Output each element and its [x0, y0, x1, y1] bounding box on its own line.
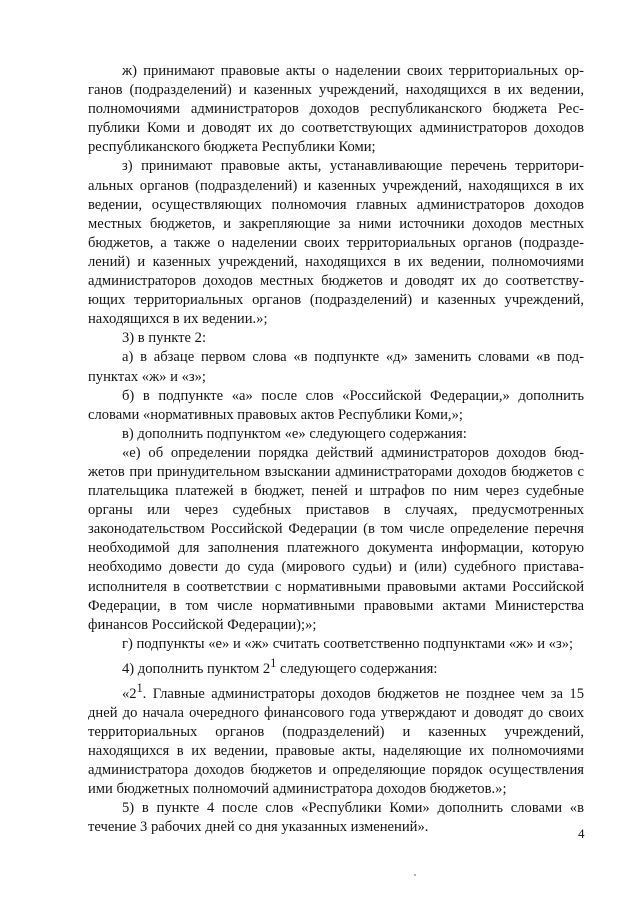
scan-speck	[414, 874, 416, 876]
paragraph-item-5: 5) в пункте 4 после слов «Республики Коми» дополнить словами «в течение 3 рабочих дней со дня указанных изменений».	[88, 800, 584, 836]
superscript-1: 1	[270, 655, 277, 670]
paragraph-item-3g: г) подпункты «е» и «ж» считать соответственно подпунктами «ж» и «з»;	[122, 635, 574, 652]
paragraph-subitem-zh: ж) принимают правовые акты о наделении своих территориальных органов (подразделений) и казенных учреждений, находящихся в их ведении, полномочиями администраторов доходов республиканского бюджета Республики Коми и доводят их до соответствующих администраторов доходов республиканского бюджета Республики Коми;	[88, 63, 584, 156]
paragraph-point-2-1-lead: «2	[122, 685, 137, 702]
paragraph-subitem-e: «е) об определении порядка действий администраторов доходов бюджетов при принудительном взыскании администраторами доходов бюджетов с плательщика платежей в бюджет, пеней и штрафов по ним через судебные органы или через судебных приставов в случаях, предусмотренных законодательством Российской Федерации (в том числе определение перечня необходимой для заполнения платежного документа информации, которую необходимо довести до суда (мирового судьи) и (или) судебного пристава-исполнителя в соответствии с нормативными правовыми актами Российской Федерации, в том числе нормативными правовыми актами Министерства финансов Российской Федерации);»;	[88, 444, 584, 633]
paragraph-item-3a: а) в абзаце первом слова «в подпункте «д» заменить словами «в подпунктах «ж» и «з»;	[88, 349, 584, 385]
paragraph-item-3v: в) дополнить подпунктом «е» следующего содержания:	[122, 425, 467, 442]
superscript-1: 1	[136, 680, 143, 695]
paragraph-item-3: 3) в пункте 2:	[122, 330, 207, 347]
page-number: 4	[578, 826, 585, 841]
paragraph-point-2-1	[88, 679, 584, 799]
paragraph-item-3b: б) в подпункте «а» после слов «Российской Федерации,» дополнить словами «нормативных правовых актов Республики Коми,»;	[88, 387, 584, 423]
document-body	[88, 62, 584, 837]
paragraph-subitem-z: з) принимают правовые акты, устанавливающие перечень территориальных органов (подразделений) и казенных учреждений, находящихся в их ведении, осуществляющих полномочия главных администраторов доходов местных бюджетов, и закрепляющие за ними источники доходов местных бюджетов, а также о наделении своих территориальных органов (подразделений) и казенных учреждений, находящихся в их ведении, полномочиями администраторов доходов местных бюджетов и доводят их до соответствующих территориальных органов (подразделений) и казенных учреждений, находящихся в их ведении.»;	[88, 158, 584, 328]
paragraph-item-4	[88, 654, 584, 679]
paragraph-item-4-text: 4) дополнить пунктом 2	[122, 660, 271, 677]
paragraph-point-2-1-text: . Главные администраторы доходов бюджетов не позднее чем за 15 дней до начала очередного финансового года утверждают и доводят до своих территориальных органов (подразделений) и казенных учреждений, находящихся в их ведении, правовые акты, наделяющие их полномочиями администратора доходов бюджетов и определяющие порядок осуществления ими бюджетных полномочий администратора доходов бюджетов.»;	[88, 685, 584, 798]
paragraph-item-4-tail: следующего содержания:	[276, 660, 438, 677]
